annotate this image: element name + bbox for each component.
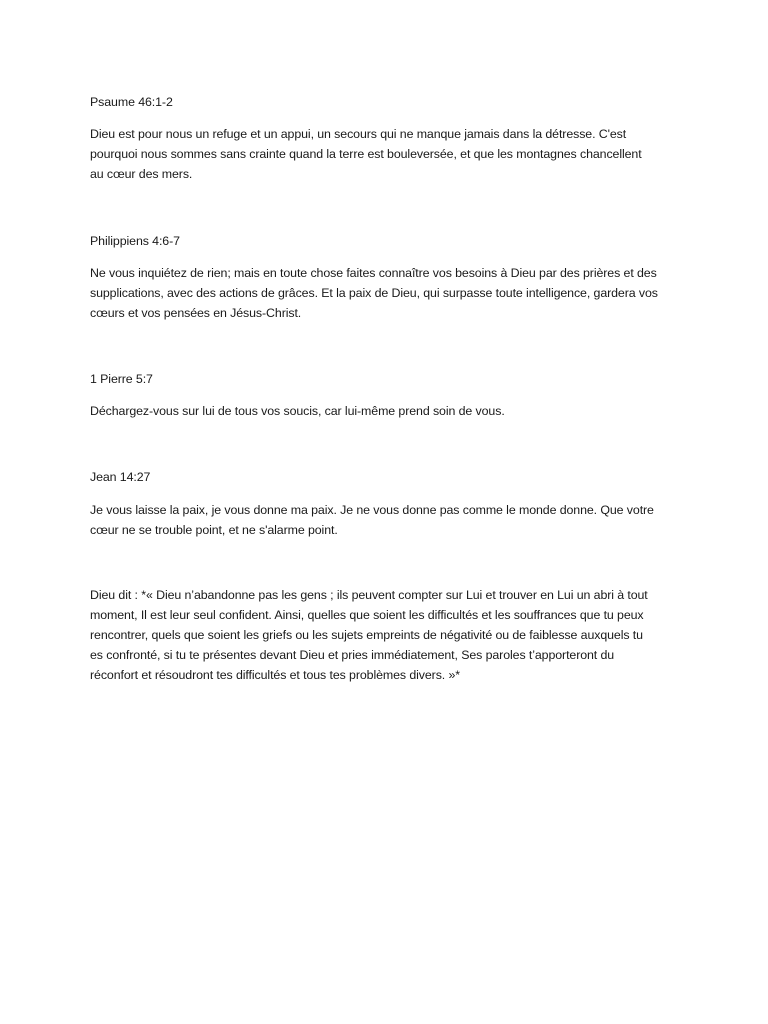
- verse-line: cœur ne se trouble point, et ne s'alarme point.: [90, 523, 338, 537]
- reference-text: Psaume 46:1-2: [90, 95, 173, 109]
- reference-text: 1 Pierre 5:7: [90, 372, 153, 386]
- verse-line: Je vous laisse la paix, je vous donne ma paix. Je ne vous donne pas comme le monde donne. Que votre: [90, 503, 654, 517]
- verse-line: Dieu est pour nous un refuge et un appui, un secours qui ne manque jamais dans la détresse. C'est: [90, 127, 627, 141]
- verse-reference: [90, 231, 690, 251]
- verse-text: [90, 401, 690, 421]
- verse-line: au cœur des mers.: [90, 167, 193, 181]
- verse-line: pourquoi nous sommes sans crainte quand la terre est bouleversée, et que les montagnes chancellent: [90, 147, 642, 161]
- verse-text: [90, 500, 690, 540]
- quote-line: es confronté, si tu te présentes devant Dieu et pries immédiatement, Ses paroles t’apporteront du: [90, 648, 615, 662]
- verse-reference: [90, 92, 690, 112]
- verse-reference: [90, 369, 690, 389]
- verse-text: [90, 263, 690, 323]
- verse-line: supplications, avec des actions de grâces. Et la paix de Dieu, qui surpasse toute intelligence, gardera vos: [90, 286, 658, 300]
- quote-line: réconfort et résoudront tes difficultés et tous tes problèmes divers. »*: [90, 668, 460, 682]
- verse-line: Déchargez-vous sur lui de tous vos soucis, car lui-même prend soin de vous.: [90, 404, 505, 418]
- quote-line: rencontrer, quels que soient les griefs ou les sujets empreints de négativité ou de faiblesse auxquels tu: [90, 628, 643, 642]
- reference-text: Philippiens 4:6-7: [90, 234, 180, 248]
- quote-line: Dieu dit : *« Dieu n’abandonne pas les gens ; ils peuvent compter sur Lui et trouver en Lui un abri à tout: [90, 588, 648, 602]
- quote-line: moment, Il est leur seul confident. Ainsi, quelles que soient les difficultés et les souffrances que tu peux: [90, 608, 644, 622]
- reference-text: Jean 14:27: [90, 470, 151, 484]
- verse-line: Ne vous inquiétez de rien; mais en toute chose faites connaître vos besoins à Dieu par des prières et des: [90, 266, 657, 280]
- quote-paragraph: [90, 585, 690, 685]
- verse-line: cœurs et vos pensées en Jésus-Christ.: [90, 306, 302, 320]
- verse-reference: [90, 467, 690, 487]
- verse-text: [90, 124, 690, 184]
